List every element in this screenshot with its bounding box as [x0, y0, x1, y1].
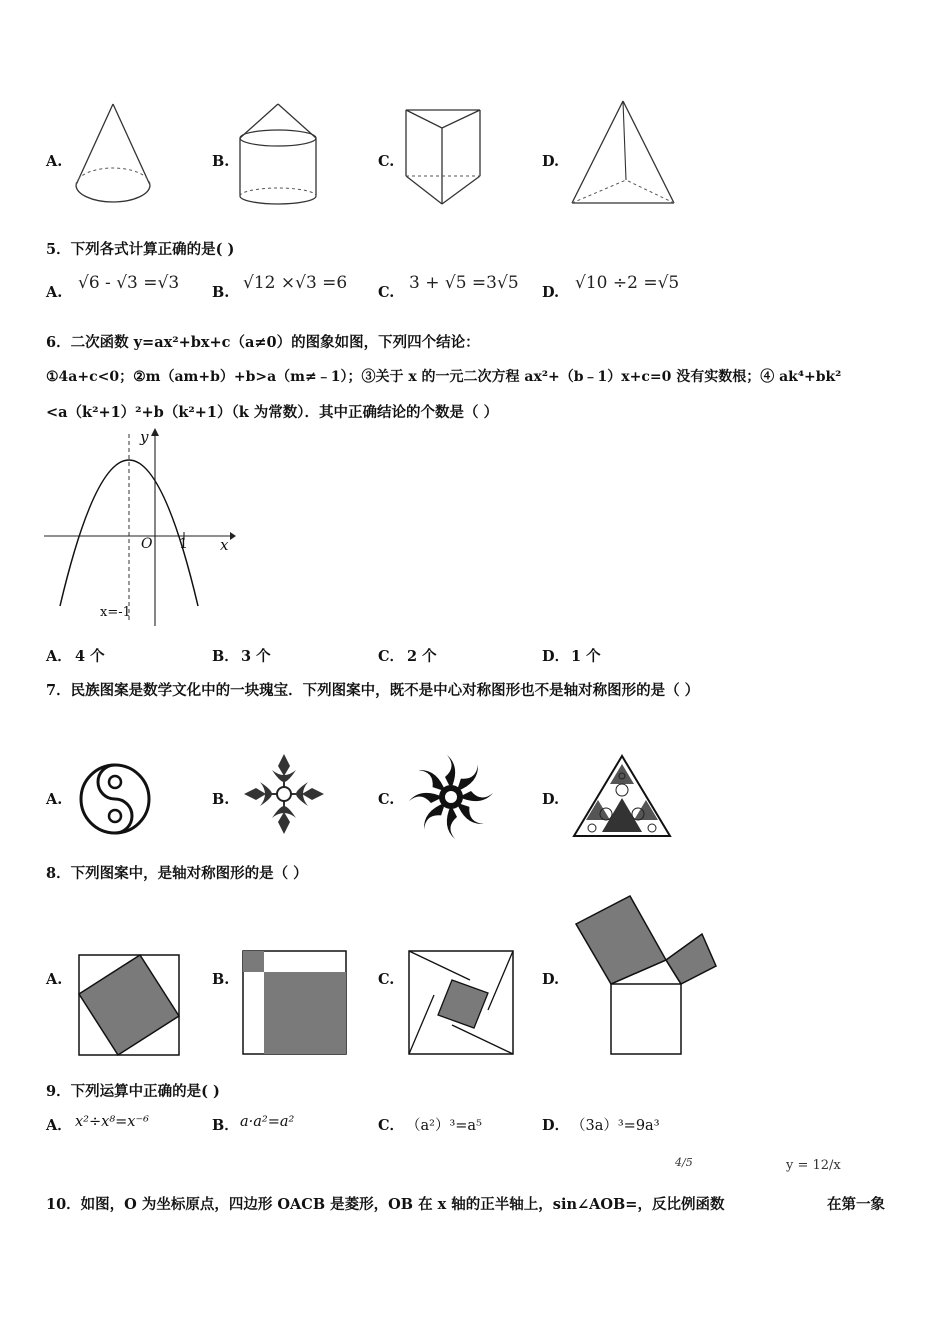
q9-label-a: A． — [46, 1117, 72, 1134]
q6-option-d: 1 个 — [571, 648, 601, 665]
q6-label-c: C． — [378, 648, 405, 665]
q10-stem: 10．如图，O 为坐标原点，四边形 OACB 是菱形，OB 在 x 轴的正半轴上，sin∠AOB=，反比例函数 — [46, 1196, 725, 1213]
parabola-graph — [44, 428, 236, 628]
pythagoras-squares-figure — [574, 894, 720, 1058]
q7-label-b: B. — [212, 791, 230, 808]
q8-label-a: A. — [46, 971, 63, 988]
q5-label-c: C. — [378, 284, 395, 301]
tilted-square-figure — [78, 954, 182, 1058]
floral-cross-figure — [242, 752, 326, 836]
q10-sin-fraction: 4/5 — [675, 1156, 693, 1169]
corner-squares-figure — [242, 950, 348, 1056]
q8-label-d: D. — [542, 971, 560, 988]
q9-option-a: x²÷x⁸=x⁻⁶ — [75, 1114, 149, 1130]
q6-label-d: D． — [542, 648, 570, 665]
cylinder-cone-figure — [232, 100, 327, 210]
q4-label-b: B. — [212, 153, 230, 170]
cone-figure — [70, 100, 160, 210]
q6-conclusions: ①4a+c<0；②m（am+b）+b>a（m≠﹣1）；③关于 x 的一元二次方程 ax²+（b﹣1）x+c=0 没有实数根；④ ak⁴+bk² — [46, 369, 842, 385]
graph-origin-label: O — [141, 536, 153, 552]
q9-option-c: （a²）³=a⁵ — [406, 1118, 482, 1134]
graph-x-label: x — [220, 536, 229, 554]
graph-axis-label: x=-1 — [100, 605, 131, 620]
triangular-prism-figure — [400, 100, 490, 210]
q5-label-b: B. — [212, 284, 230, 301]
q5-label-a: A. — [46, 284, 63, 301]
q6-option-b: 3 个 — [241, 648, 271, 665]
q9-stem: 9．下列运算中正确的是( ) — [46, 1083, 220, 1100]
yin-yang-figure — [78, 762, 152, 836]
q5-option-b: √12 ×√3 =6 — [243, 273, 348, 293]
q6-option-c: 2 个 — [407, 648, 437, 665]
q9-option-b: a·a²=a² — [240, 1114, 295, 1130]
ornate-triangle-figure — [572, 754, 672, 838]
q6-label-a: A． — [46, 648, 72, 665]
q6-option-a: 4 个 — [75, 648, 105, 665]
q6-question: <a（k²+1）²+b（k²+1）（k 为常数）．其中正确结论的个数是（ ） — [46, 404, 499, 421]
q7-label-d: D. — [542, 791, 560, 808]
q9-option-d: （3a）³=9a³ — [571, 1118, 660, 1134]
triangular-pyramid-figure — [568, 98, 680, 210]
q5-stem: 5．下列各式计算正确的是( ) — [46, 241, 235, 258]
q4-label-c: C. — [378, 153, 395, 170]
pinwheel-square-figure — [408, 950, 516, 1056]
q6-label-b: B． — [212, 648, 239, 665]
q5-option-a: √6 - √3 =√3 — [78, 273, 180, 293]
q7-stem: 7．民族图案是数学文化中的一块瑰宝．下列图案中，既不是中心对称图形也不是轴对称图形的是（ ） — [46, 682, 700, 699]
q5-option-d: √10 ÷2 =√5 — [575, 273, 680, 293]
q4-label-d: D. — [542, 153, 560, 170]
q7-label-a: A. — [46, 791, 63, 808]
q10-stem-tail: 在第一象 — [827, 1196, 885, 1213]
pinwheel-flower-figure — [406, 752, 496, 842]
q5-option-c: 3 + √5 =3√5 — [409, 273, 519, 293]
graph-y-label: y — [140, 428, 149, 446]
q7-label-c: C. — [378, 791, 395, 808]
q5-label-d: D. — [542, 284, 560, 301]
q8-stem: 8．下列图案中，是轴对称图形的是（ ） — [46, 865, 308, 882]
q10-function: y = 12/x — [786, 1158, 841, 1173]
graph-tick-label: 1 — [179, 536, 188, 552]
q9-label-c: C． — [378, 1117, 405, 1134]
q9-label-b: B． — [212, 1117, 239, 1134]
q9-label-d: D． — [542, 1117, 570, 1134]
q8-label-c: C. — [378, 971, 395, 988]
q6-stem: 6．二次函数 y=ax²+bx+c（a≠0）的图象如图，下列四个结论： — [46, 334, 480, 351]
q8-label-b: B. — [212, 971, 230, 988]
q4-label-a: A. — [46, 153, 63, 170]
